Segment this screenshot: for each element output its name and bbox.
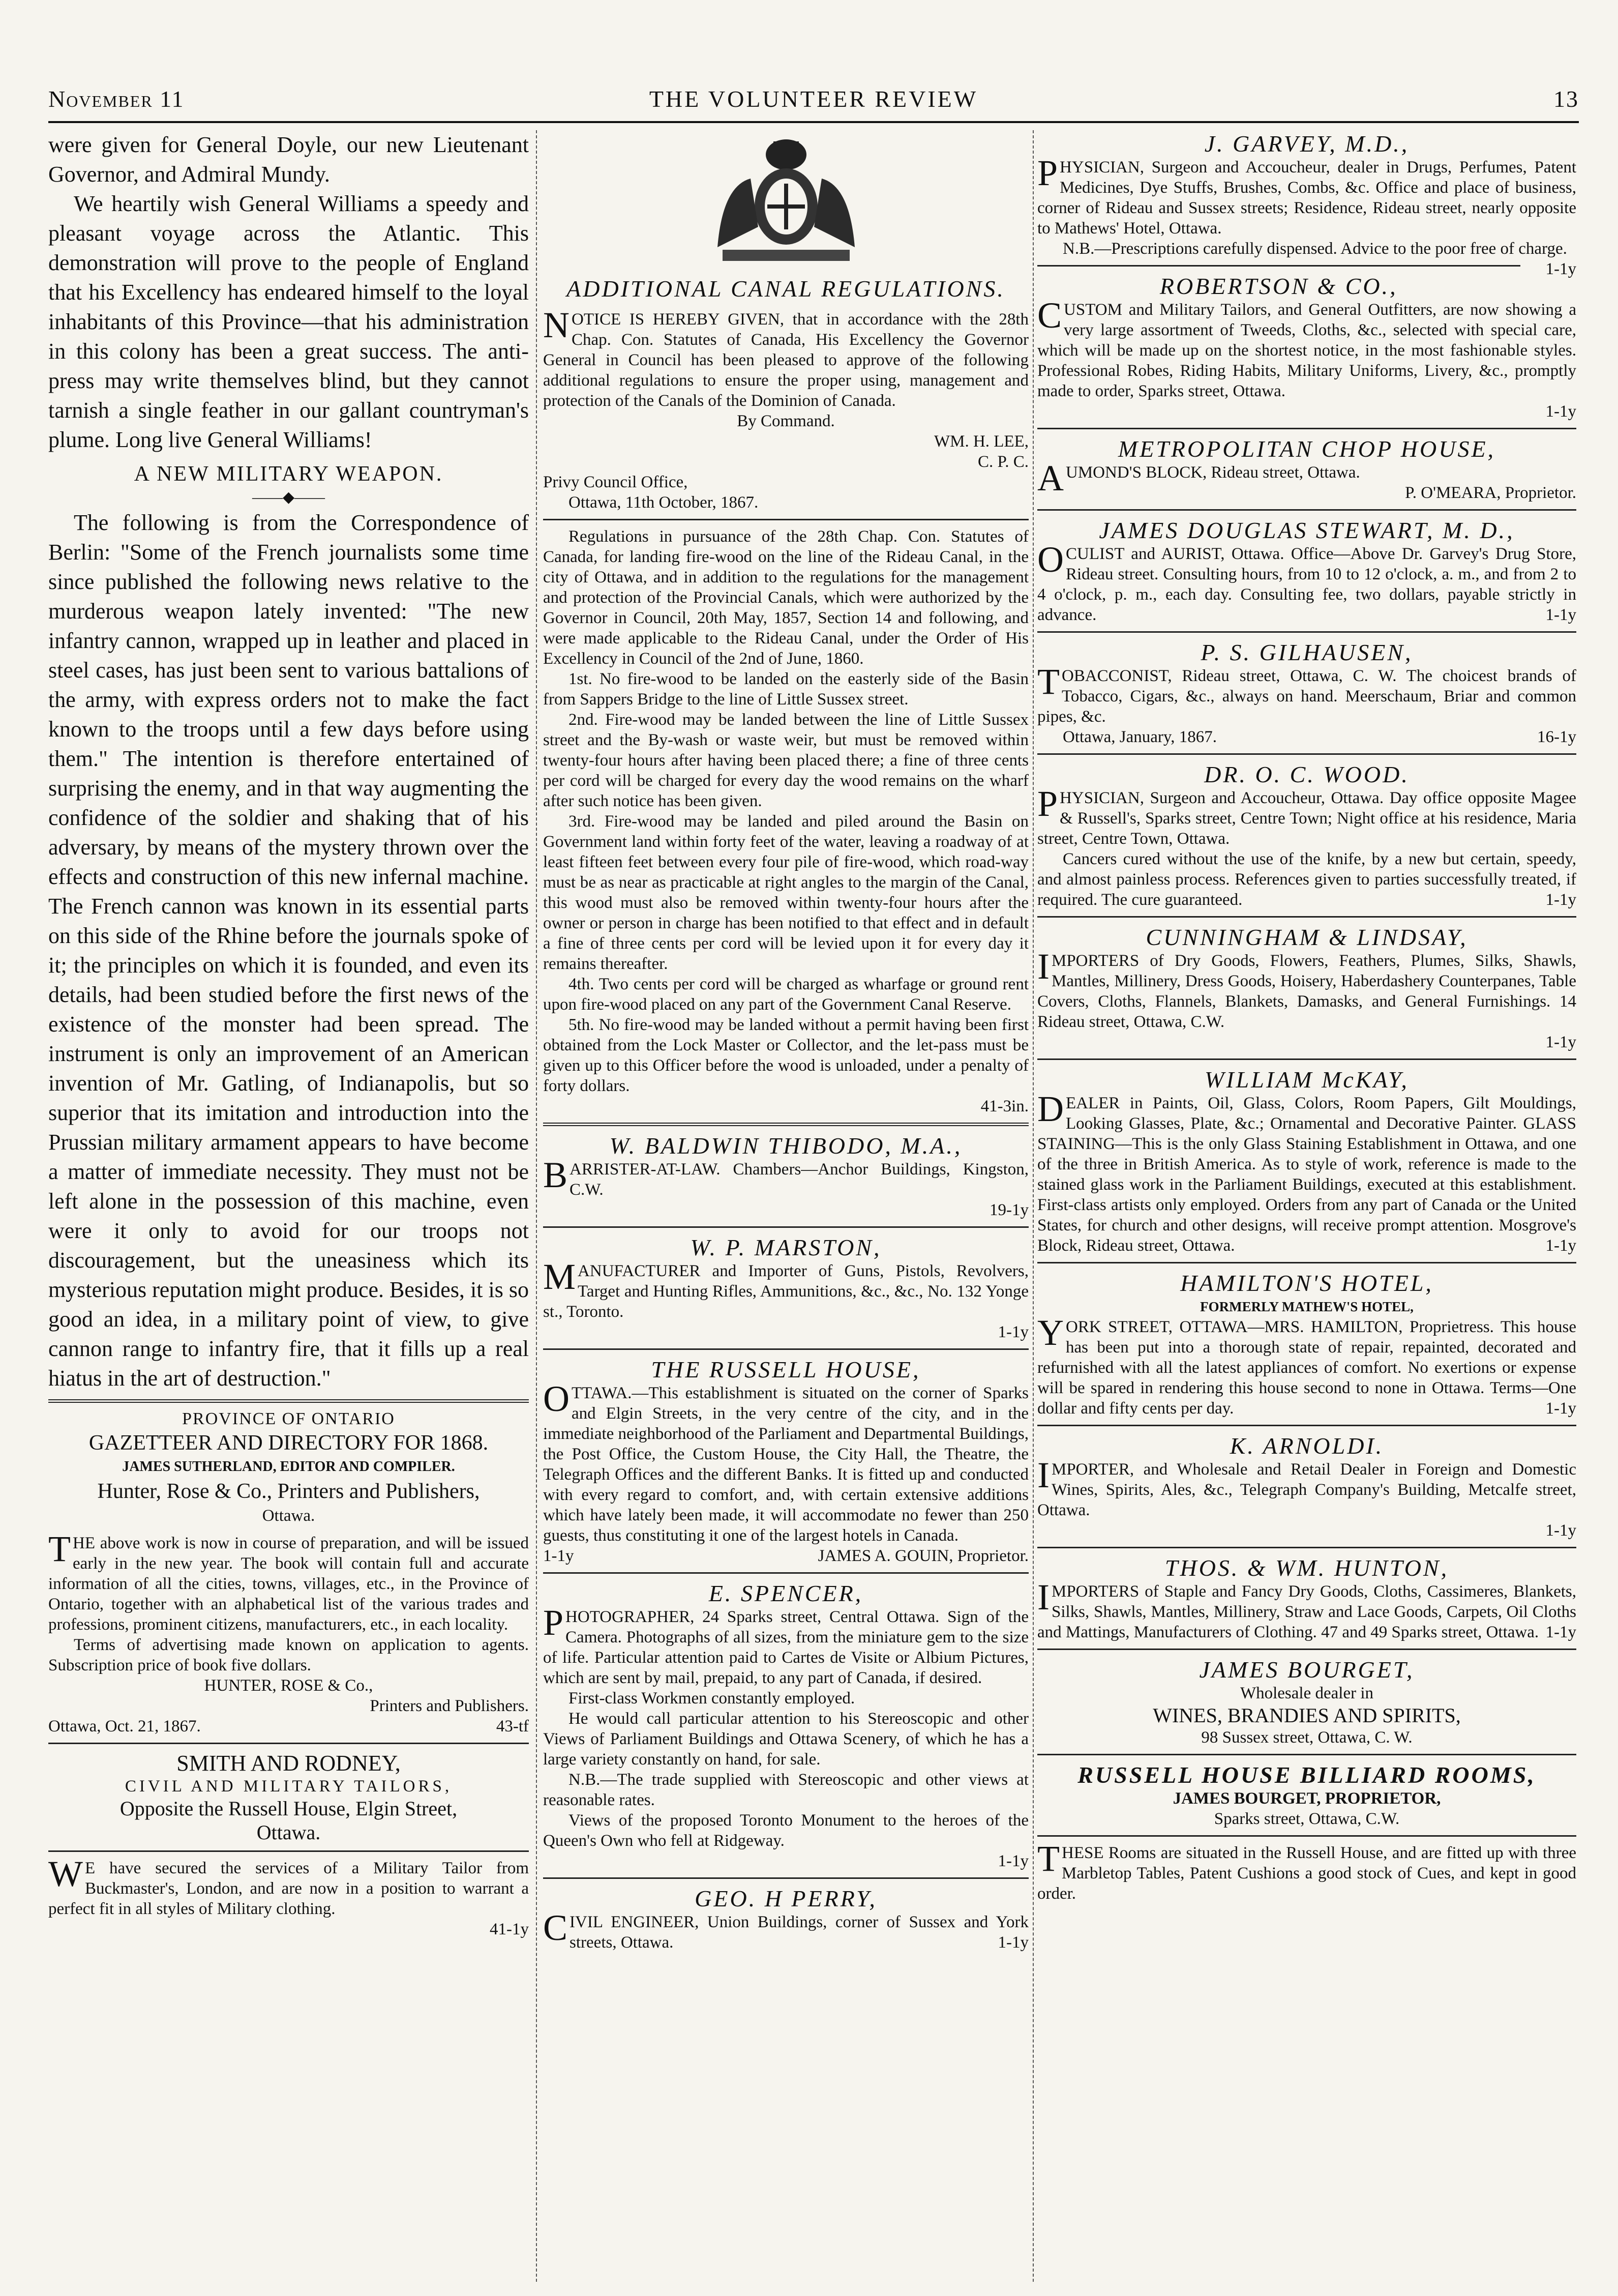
section-rule (1037, 1649, 1576, 1650)
ad-code: 1-1y (998, 1852, 1029, 1870)
ad-heading: PROVINCE OF ONTARIO (182, 1409, 395, 1428)
ad-text: He would call particular attention to his Stereoscopic and other Views of Parliament Buildings and Ottawa Scenery, of which he has a large variety constantly on hand, for sale. (543, 1710, 1029, 1769)
column-1 (48, 130, 529, 2282)
section-rule (1037, 1058, 1576, 1060)
section-rule (543, 519, 1029, 520)
section-rule (1037, 1425, 1576, 1426)
ad-code: 1-1y (1545, 1521, 1576, 1540)
article-text: The following is from the Correspondence of Berlin: "Some of the French journalists some time since published the following news relative to the murderous weapon lately invented: "The new infantry cannon, wrapped up in leather and placed in steel cases, has just been sent to various battalions of the army, with express orders not to make the fact known to the troops until a few days before using them." The intention is therefore entertained of surprising the enemy, and in that way augmenting the confidence of the soldier and shaking that of his adversary, by means of the mystery thrown over the effects and construction of this new infernal machine. The French cannon was known in its essential parts on this side of the Rhine before the journals spoke of it; the principles on which it is founded, and even its details, had been studied before the first news of the existence of the monster had been spread. The instrument is only an improvement of an American invention of Mr. Gatling, of Indianapolis, but so superior that its imitation and introduction into the Prussian military armament appears to have become a matter of immediate necessity. They must not be left alone in the possession of this machine, even were it only to avoid for our troops not discouragement, but the uneasiness which its mysterious reputation might produce. Besides, it is so good an idea, in a military point of view, to give cannon range to infantry fire, that it fills up a real hiatus in the art of destruction." (48, 510, 529, 1391)
ad-proprietor: P. O'MEARA, Proprietor. (1405, 484, 1576, 502)
ad-text: Terms of advertising made known on application to agents. Subscription price of book five dollars. (48, 1636, 529, 1674)
ad-address: Sparks street, Ottawa, C.W. (1214, 1810, 1400, 1828)
ad-code: 1-1y (1545, 1033, 1576, 1051)
ad-text: N.B.—Prescriptions carefully dispensed. Advice to the poor free of charge. 1-1y (1063, 240, 1576, 278)
column-rule (536, 130, 537, 2282)
ad-text: WE have secured the services of a Military Tailor from Buckmaster's, London, and are now in a position to warrant a perfect fit in all styles of Military clothing. (48, 1853, 529, 1918)
regulation-item: 3rd. Fire-wood may be landed and piled around the Basin on Government land within forty feet of the water, leaving a roadway of at least fifteen feet between every four pile of fire-wood, which road-way must be as near as practicable at right angles to the margin of the Canal, this wood must also be removed within twenty-four hours after the owner or person in charge has been notified to that effect and in default a fine of three cents per cord will be levied upon it for every day it remains thereafter. (543, 812, 1029, 973)
ad-city: Ottawa. (256, 1821, 321, 1844)
ad-proprietor: 1-1y JAMES A. GOUIN, Proprietor. (543, 1547, 1029, 1565)
regulation-item: 4th. Two cents per cord will be charged as wharfage or ground rent upon fire-wood placed on any part of the Government Canal Reserve. (543, 975, 1029, 1014)
ad-text: CIVIL ENGINEER, Union Buildings, corner of Sussex and York streets, Ottawa. 1-1y (543, 1907, 1029, 1952)
ad-title: W. BALDWIN THIBODO, M.A., (609, 1133, 963, 1159)
ad-text: IMPORTER, and Wholesale and Retail Dealer in Foreign and Domestic Wines, Spirits, Ales, &c., Telegraph Company's Building, Metcalfe street, Ottawa. (1037, 1455, 1576, 1519)
ad-text: YORK STREET, OTTAWA—MRS. HAMILTON, Proprietress. This house has been put into a thorough state of repair, repainted, decorated and refurnished with all the latest appliances of comfort. No exertions or expense will be spared in rendering this house second to none in Ottawa. Terms—One dollar and fifty cents per day. 1-1y (1037, 1312, 1576, 1418)
article-text: were given for General Doyle, our new Lieutenant Governor, and Admiral Mundy. (48, 132, 529, 187)
ad-address: 98 Sussex street, Ottawa, C. W. (1201, 1728, 1413, 1747)
notice-signer: WM. H. LEE, (934, 432, 1029, 451)
ad-signature: HUNTER, ROSE & Co., (204, 1676, 373, 1695)
issue-date: November 11 (48, 86, 185, 112)
section-rule (48, 1399, 529, 1403)
ad-title: ROBERTSON & CO., (1159, 273, 1398, 299)
ad-address: Opposite the Russell House, Elgin Street, (119, 1797, 458, 1820)
notice-date: Ottawa, 11th October, 1867. (568, 493, 759, 512)
ad-text: PHYSICIAN, Surgeon and Accoucheur, dealer in Drugs, Perfumes, Patent Medicines, Dye Stuffs, Brushes, Combs, &c. Office and place of business, corner of Rideau and Sussex streets; Residence, Rideau street, nearly opposite to Mathews' Hotel, Ottawa. (1037, 153, 1576, 238)
ad-city: Ottawa. (262, 1507, 315, 1525)
section-rule (1037, 1262, 1576, 1263)
ad-title: DR. O. C. WOOD. (1204, 761, 1410, 787)
ad-title: METROPOLITAN CHOP HOUSE, (1118, 436, 1496, 462)
ad-text: IMPORTERS of Staple and Fancy Dry Goods, Cloths, Cassimeres, Blankets, Silks, Shawls, Mantles, Millinery, Straw and Lace Goods, Carpets, Oil Cloths and Mattings, Manufacturers of Clothing. 47 and 49 Sparks street, Ottawa. 1-1y (1037, 1577, 1576, 1641)
running-head (48, 85, 1579, 116)
ad-title: JAMES DOUGLAS STEWART, M. D., (1099, 517, 1515, 543)
ad-title: K. ARNOLDI. (1230, 1433, 1384, 1459)
ad-text: WINES, BRANDIES AND SPIRITS, (1153, 1704, 1461, 1727)
newspaper-title: THE VOLUNTEER REVIEW (649, 86, 978, 112)
ad-text: TOBACCONIST, Rideau street, Ottawa, C. W. The choicest brands of Tobacco, Cigars, &c., always on hand. Meerschaum, Briar and common pipes, &c. (1037, 661, 1576, 726)
ad-title: E. SPENCER, (708, 1580, 863, 1606)
regulation-item: 5th. No fire-wood may be landed without a permit having been first obtained from the Lock Master or Collector, and the let-pass must be given up to this Officer before the wood is unloaded, under a penalty of forty dollars. (543, 1016, 1029, 1095)
ad-text: PHOTOGRAPHER, 24 Sparks street, Central Ottawa. Sign of the Camera. Photographs of all sizes, from the miniature gem to the size of life. Particular attention paid to Cartes de Visite or Albium Pictures, which are sent by mail, prepaid, to any part of Canada, if desired. (543, 1602, 1029, 1687)
ad-title: GAZETTEER AND DIRECTORY FOR 1868. (88, 1431, 489, 1455)
ad-trade: CIVIL AND MILITARY TAILORS, (125, 1777, 453, 1795)
ad-title: GEO. H PERRY, (695, 1886, 877, 1911)
ad-text: IMPORTERS of Dry Goods, Flowers, Feathers, Plumes, Silks, Shawls, Mantles, Millinery, Dress Goods, Hoisery, Haberdashery Counterpanes, Table Covers, Cloths, Flannels, Blankets, Damasks, and General Furnishings. 14 Rideau street, Ottawa, C.W. (1037, 946, 1576, 1031)
section-rule (48, 1743, 529, 1744)
ad-title: THOS. & WM. HUNTON, (1164, 1555, 1449, 1581)
ad-code: 41-1y (490, 1920, 529, 1938)
ad-editor: JAMES SUTHERLAND, EDITOR AND COMPILER. (122, 1459, 455, 1475)
ad-title: SMITH AND RODNEY, (176, 1751, 401, 1776)
ad-code: 19-1y (990, 1201, 1029, 1219)
advertisement (48, 1409, 529, 1736)
royal-arms-emblem (543, 130, 1029, 275)
ad-text: CUSTOM and Military Tailors, and General Outfitters, are now showing a very large assortment of Tweeds, Cloths, &c., selected with special care, which will be made up on the shortest notice, in the most fashionable styles. Professional Robes, Riding Habits, Military Uniforms, Livery, &c., promptly made to order, Sparks street, Ottawa. (1037, 295, 1576, 400)
ad-text: OCULIST and AURIST, Ottawa. Office—Above Dr. Garvey's Drug Store, Rideau street. Consulting hours, from 10 to 12 o'clock, a. m., and from 2 to 4 o'clock, p. m., each day. Consulting fee, two dollars, payable strictly in advance. 1-1y (1037, 539, 1576, 624)
section-rule (1037, 1547, 1576, 1548)
notice-signer-title: C. P. C. (978, 453, 1029, 471)
ad-title: HAMILTON'S HOTEL, (1180, 1270, 1433, 1296)
article-heading: A NEW MILITARY WEAPON. (134, 462, 443, 486)
ad-text: DEALER in Paints, Oil, Glass, Colors, Room Papers, Gilt Mouldings, Looking Glasses, Plate, &c.; Ornamental and Decorative Painter. GLASS STAINING—This is the only Glass Staining Establishment in Ottawa, and one of the three in British America. As to style of work, reference is made to the stained glass work in the Parliament Buildings, executed at this establishment. First-class artists only employed. Orders from any part of Canada or the United States, for church and other designs, will receive prompt attention. Mosgrove's Block, Rideau street, Ottawa. 1-1y (1037, 1088, 1576, 1255)
section-rule (1037, 1754, 1576, 1755)
section-rule (1037, 265, 1520, 267)
ad-publisher: Hunter, Rose & Co., Printers and Publishers, (97, 1480, 480, 1503)
ad-text: BARRISTER-AT-LAW. Chambers—Anchor Buildings, Kingston, C.W. (543, 1155, 1029, 1199)
ad-text: AUMOND'S BLOCK, Rideau street, Ottawa. (1037, 458, 1360, 498)
ornament-divider: ——◆—— (252, 489, 325, 506)
ad-text: N.B.—The trade supplied with Stereoscopic and other views at reasonable rates. (543, 1771, 1029, 1809)
ad-date: Ottawa, January, 1867. 16-1y (1063, 728, 1576, 746)
page-number: 13 (1553, 86, 1579, 112)
regulation-code: 41-3in. (980, 1097, 1029, 1115)
ad-title: W. P. MARSTON, (690, 1234, 882, 1260)
ad-text: Cancers cured without the use of the knife, by a new but certain, speedy, and almost painless process. References given to parties successfully treated, if required. The cure guaranteed. 1-1y (1037, 850, 1576, 909)
ad-title: J. GARVEY, M.D., (1204, 131, 1410, 157)
notice-text: NOTICE IS HEREBY GIVEN, that in accordance with the 28th Chap. Con. Statutes of Canada, His Excellency the Governor General in Council has been pleased to approve of the following additional regulations to ensure the proper using, management and protection of the Canals of the Dominion of Canada. (543, 305, 1029, 410)
ad-date: Ottawa, Oct. 21, 1867. 43-tf (48, 1717, 529, 1735)
advertisement (48, 1750, 529, 1939)
section-rule (543, 1572, 1029, 1574)
ad-code: 1-1y (1545, 402, 1576, 421)
ad-proprietor: JAMES BOURGET, PROPRIETOR, (1173, 1789, 1441, 1808)
header-rule (48, 121, 1579, 123)
ad-title: WILLIAM McKAY, (1205, 1067, 1409, 1093)
ad-text: PHYSICIAN, Surgeon and Accoucheur, Ottawa. Day office opposite Magee & Russell's, Sparks street, Centre Town; Night office at his residence, Maria street, Centre Town, Ottawa. (1037, 783, 1576, 848)
regulation-item: 1st. No fire-wood to be landed on the easterly side of the Basin from Sappers Bridge to the line of Little Sussex street. (543, 670, 1029, 709)
ad-title: JAMES BOURGET, (1199, 1657, 1415, 1683)
notice-by-command: By Command. (737, 412, 835, 430)
ad-signature: Printers and Publishers. (370, 1697, 529, 1715)
section-rule (543, 1123, 1029, 1126)
section-rule (543, 1226, 1029, 1228)
section-rule (543, 1877, 1029, 1879)
coat-of-arms-icon (702, 130, 870, 273)
section-rule (1037, 428, 1576, 429)
section-rule (1037, 1835, 1576, 1837)
regulation-text: Regulations in pursuance of the 28th Chap. Con. Statutes of Canada, for landing fire-wood on the line of the Rideau Canal, in the city of Ottawa, and in addition to the regulations for the management and protection of the Provincial Canals, which were authorized by the Governor in Council, 20th May, 1857, Section 14 and following, and were made applicable to the Rideau Canal, under the Order of His Excellency in Council of the 2nd of June, 1860. (543, 527, 1029, 668)
article-text: We heartily wish General Williams a speedy and pleasant voyage across the Atlantic. This demonstration will prove to the people of England that his Excellency has endeared himself to the loyal inhabitants of this Province—that his administration in this colony has been a great success. The anti-press may write themselves blind, but they cannot tarnish a single feather in our gallant countryman's plume. Long live General Williams! (48, 191, 529, 452)
ad-text: THE above work is now in course of preparation, and will be issued early in the new year. The book will contain full and accurate information of all the cities, towns, villages, etc., in the Province of Ontario, together with an alphabetical list of the various trades and professions, prominent citizens, manufacturers, etc., in each locality. (48, 1528, 529, 1634)
regulation-item: 2nd. Fire-wood may be landed between the line of Little Sussex street and the By-wash or waste weir, but must be removed within twenty-four hours after having been placed there; a fine of three cents per cord will be charged for every day the wood remains on the wharf after such notice has been given. (543, 711, 1029, 810)
ad-title: P. S. GILHAUSEN, (1201, 639, 1413, 665)
section-rule (1037, 631, 1576, 633)
ad-text: THESE Rooms are situated in the Russell House, and are fitted up with three Marbletop Tables, Patent Cushions a good stock of Cues, and kept in good order. (1037, 1838, 1576, 1903)
ad-subtitle: FORMERLY MATHEW'S HOTEL, (1200, 1299, 1414, 1314)
section-rule (1037, 509, 1576, 511)
ad-title: THE RUSSELL HOUSE, (651, 1357, 921, 1382)
ad-title: CUNNINGHAM & LINDSAY, (1146, 924, 1468, 950)
section-rule (48, 1850, 529, 1852)
ad-text: OTTAWA.—This establishment is situated on the corner of Sparks and Elgin Streets, in the very centre of the city, and in the immediate neighborhood of the Parliament and Departmental Buildings, the Post Office, the Custom House, the City Hall, the Theatre, the Telegraph Offices and the different Banks. It is fitted up and conducted with every regard to comfort, and, with certain extensive additions which have lately been made, it will accommodate no fewer than 250 guests, thus constituting it one of the largest hotels in Canada. (543, 1378, 1029, 1545)
column-2 (543, 130, 1029, 2282)
notice-office: Privy Council Office, (543, 473, 688, 491)
ad-text: First-class Workmen constantly employed. (568, 1689, 855, 1708)
ad-title: RUSSELL HOUSE BILLIARD ROOMS, (1077, 1762, 1536, 1788)
ad-text: MANUFACTURER and Importer of Guns, Pistols, Revolvers, Target and Hunting Rifles, Ammunitions, &c., &c., No. 132 Yonge st., Toronto. (543, 1256, 1029, 1321)
ad-code: 1-1y (998, 1323, 1029, 1341)
column-rule (1033, 130, 1034, 2282)
notice-heading: ADDITIONAL CANAL REGULATIONS. (566, 276, 1005, 302)
section-rule (1037, 753, 1576, 755)
section-rule (543, 1348, 1029, 1350)
section-rule (1037, 916, 1576, 918)
ad-text: Views of the proposed Toronto Monument to the heroes of the Queen's Own who fell at Ridgeway. (543, 1811, 1029, 1850)
ad-text: Wholesale dealer in (1240, 1684, 1374, 1702)
column-3 (1037, 130, 1576, 2282)
